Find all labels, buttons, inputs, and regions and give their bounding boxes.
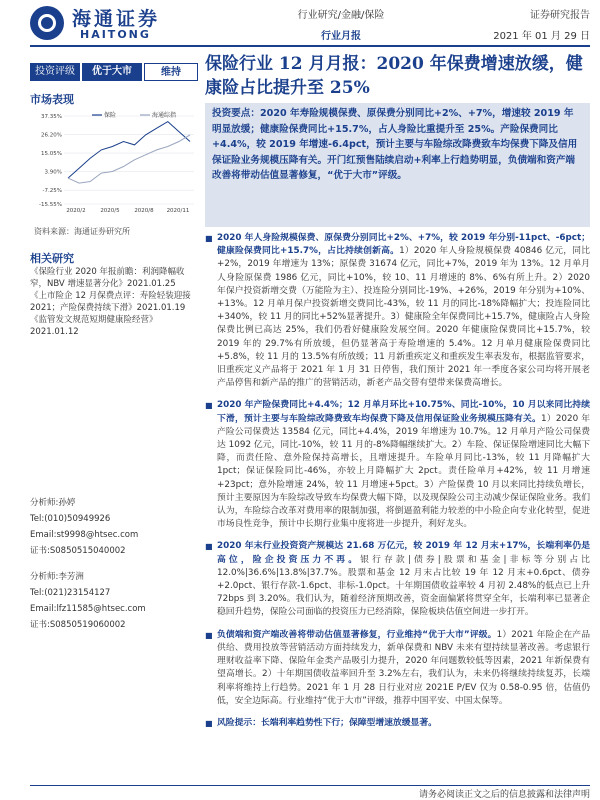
footer-disclaimer: 请务必阅读正文之后的信息披露和法律声明 (418, 790, 590, 800)
haitong-logo (30, 4, 200, 42)
report-body (205, 232, 590, 739)
y-tick-label: 3.90% (44, 169, 62, 176)
paragraph-lead: 风险提示：长端利率趋势性下行；保障型增速放缓显著。 (217, 717, 437, 728)
x-tick-label: 2020/11 (166, 208, 190, 214)
paragraph-lead: 负债端和资产端改善将带动估值显著修复，行业维持“优于大市”评级。 (217, 629, 497, 640)
rating-bar (30, 63, 198, 81)
summary-box: 投资要点：2020 年寿险规模保费、原保费分别同比+2%、+7%，增速较 2019 年明显放缓；健康险保费同比+15.7%，占人身险比重提升至 25%。产险保费同比+4.4%，较 2019 年增速-6.4pct，预计主要与车险综改降费致车均保费下降及信用保证险业务规模压降有关。开门红预售陆续启动+利率上行趋势明显，负债端和资产端改善将带动估值显著修复，“优于大市”评级。 (205, 103, 590, 227)
y-tick-label: 37.35% (41, 114, 62, 120)
header-category-block (296, 6, 386, 42)
analyst-tel: Tel:(021)23154127 (30, 588, 111, 598)
logo-icon (30, 6, 64, 40)
body-paragraph (205, 232, 590, 390)
y-tick-label: -15.55% (39, 202, 62, 208)
related-title: 相关研究 (30, 252, 74, 265)
analyst-email[interactable]: Email:lfz11585@htsec.com (30, 604, 146, 614)
rating-value: 优于大市 (82, 63, 142, 81)
analyst-tel: Tel:(010)50949926 (30, 514, 111, 524)
paragraph-text: 1）2020 年产险公司保费达 13584 亿元，同比+4.4%，2019 年增速为 10.7%。12 月单月产险公司保费达 1092 亿元，同比-10%，较 11 月的-8%降幅继续扩大。2）车险、保证保险增速同比大幅下降，而责任险、意外险保持高增长，且增速提升。车险单月同比-13%，较 11 月降幅扩大 1pct；保证保险同比-46%，亦较上月降幅扩大 2pct。责任险单月+42%，较 11 月增速+23pct；意外险增速 24%，较 11 月增速+5pct。3）产险保费 10 月以来同比持续负增长，预计主要原因为车险综改导致车均保费大幅下降，以及现保险公司主动减少保证保险业务。我们认为，车险综合改革对费用率的限制加强，将倒逼盈利能力较差的中小险企向专业化转型，促进市场良性竞争，预计中长期行业集中度将进一步提升，利好龙头。 (217, 413, 590, 530)
paragraph-lead: 2020 年末行业投资资产规模达 21.68 万亿元，较 2019 年 12 月末+17%，长端利率仍是高位，险企投资压力不再。 (217, 541, 590, 565)
analyst-name: 分析师:李芳洲 (30, 572, 84, 582)
y-tick-label: 26.20% (41, 132, 62, 139)
legend-label: 保险 (104, 112, 117, 119)
paragraph-text: 1）2020 年人身险规模保费 40846 亿元，同比+2%，2019 年增速为 13%；原保费 31674 亿元，同比+7%，2019 年为 13%。12 月单月人身险原保费 1986 亿元，同比+10%，较 10、11 月增速的 8%、6%有所上升。2）2020 年保户投资新增交费（万能险为主）、投连险分别同比-19%、+26%，2019 年分别为+10%、+13%。12 月单月保户投资新增交费同比-43%，较 11 月的同比-18%降幅扩大；投连险同比+340%，较 11 月的同比+52%显著提升。3）健康险全年保费同比+15.7%，健康险占人身险保费比例已高达 25%，我们仍看好健康险发展空间。2020 年健康险保费同比+15.7%，较 2019 年的 29.7%有所放缓，但仍显著高于寿险增速的 5.4%。12 月单月健康险保费同比+5.8%，较 11 月的 13.5%有所放缓；11 月新重疾定义和重疾发生率表发布，根据监管要求，旧重疾定义产品将于 2021 年 1 月 31 日停售，我们预计 2021 年一季度各家公司均将开展老产品停售和新产品的推广的营销活动，新老产品交替有望带来保费高增长。 (217, 246, 590, 389)
logo-en-text: HAITONG (80, 28, 151, 41)
paragraph-lead: 2020 年产险保费同比+4.4%；12 月单月环比+10.75%、同比-10%，10 月以来同比持续下滑，预计主要与车险综改降费致车均保费下降及信用保证险业务规模压降有关。 (217, 400, 590, 424)
header-report-type: 行业月报 (321, 31, 361, 42)
x-tick-label: 2020/2 (66, 208, 86, 214)
chart-source: 资料来源：海通证券研究所 (34, 227, 130, 236)
report-header (0, 0, 600, 44)
report-title: 保险行业 12 月月报：2020 年保费增速放缓，健康险占比提升至 25% (205, 54, 583, 98)
body-paragraph (205, 399, 590, 531)
analyst-name: 分析师:孙婷 (30, 498, 76, 508)
analyst-block (30, 495, 198, 633)
report-date: 2021 年 01 月 29 日 (493, 31, 590, 42)
market-title: 市场表现 (30, 93, 74, 106)
logo-cn-text: 海通证券 (72, 8, 161, 30)
paragraph-lead: 2020 年人身险规模保费、原保费分别同比+2%、+7%，较 2019 年分别-11pct、-6pct；健康险保费同比+15.7%，占比持续创新高。 (217, 233, 590, 257)
related-item[interactable]: 《监管发文规范短期健康险经营》2021.01.12 (30, 315, 158, 337)
paragraph-text: 1）2021 年险企在产品供给、费用投放等营销活动方面持续发力，新单保费和 NBV 未来有望持续显著改善。考虑银行理财收益率下降、保险年金类产品吸引力提升，2020 年问题数较低等因素，2021 年新保费有望高增长。2）十年期国债收益率回升至 3.2%左右，我们认为，未来仍将继续持续复苏，长端利率将维持上行趋势。2021 年 1 月 28 日行业对应 2021E P/EV 仅为 0.58-0.95 倍，估值仍低，安全边际高。行业维持“优于大市”评级，推荐中国平安、中国太保等。 (217, 629, 590, 706)
footer-divider (30, 785, 590, 786)
series-line (68, 135, 190, 183)
analyst-email[interactable]: Email:st9998@htsec.com (30, 530, 139, 540)
paragraph-text: 银行存款|债券|股票和基金|非标等分别占比 12.0%|36.6%|13.8%|37.7%。股票和基金 12 月末占比较 19 年 12 月末+0.6pct、债券+2.0pct、银行存款-1.6pct、非标-1.0pct。十年期国债收益率较 4 月初 2.48%的低点已上升 72bps 到 3.20%。我们认为，随着经济预期改善，资金面偏紧将贯穿全年，长端利率已显著企稳回升趋势，保险公司面临的投资压力已经消除，保险板块估值空间进一步打开。 (217, 554, 590, 618)
y-tick-label: 15.05% (41, 151, 62, 158)
body-paragraph (205, 717, 590, 730)
analyst-cert: 证书:S0850519060002 (30, 620, 126, 630)
header-right-label: 证券研究报告 (530, 10, 590, 21)
legend-label: 海通综指 (152, 112, 177, 119)
header-category: 行业研究/金融/保险 (297, 10, 385, 21)
market-performance-chart (30, 108, 198, 218)
series-line (68, 122, 190, 179)
x-tick-label: 2020/5 (100, 208, 120, 214)
related-list (30, 266, 198, 338)
header-divider (30, 45, 590, 47)
rating-status: 维持 (144, 63, 198, 81)
related-item[interactable]: 《保险行业 2020 年报前瞻：利润降幅收窄，NBV 增速显著分化》2021.01.25 (30, 267, 185, 289)
rating-label: 投资评级 (30, 63, 80, 81)
body-paragraph (205, 540, 590, 619)
y-tick-label: -7.25% (42, 188, 62, 195)
body-paragraph (205, 629, 590, 708)
header-right-block (490, 6, 590, 42)
x-tick-label: 2020/8 (134, 208, 154, 214)
analyst-cert: 证书:S0850515040002 (30, 546, 126, 556)
related-item[interactable]: 《上市险企 12 月保费点评：寿险轻装迎接 2021；产险保费持续下滑》2021.01.19 (30, 291, 191, 313)
